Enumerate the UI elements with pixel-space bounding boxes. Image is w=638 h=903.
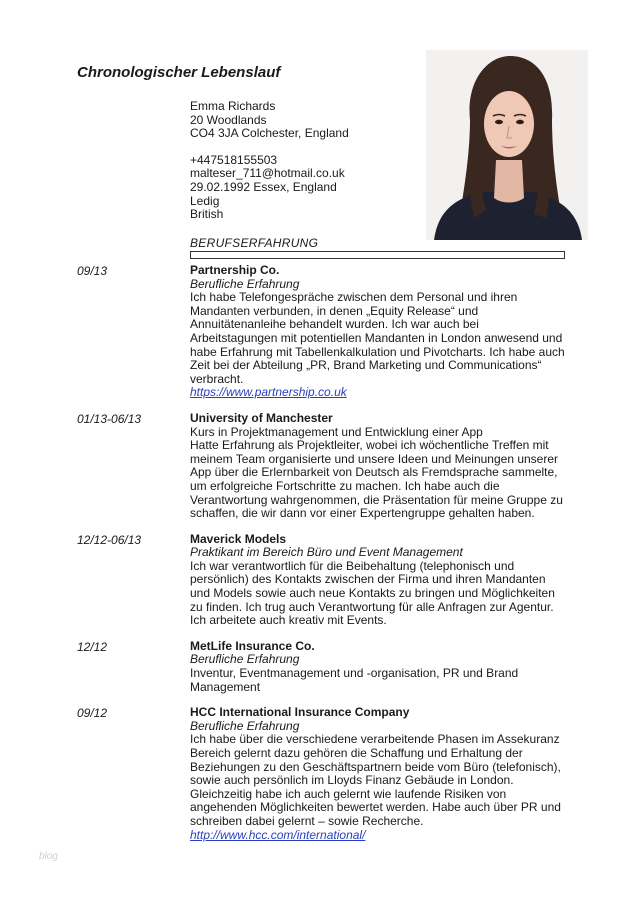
entry-company: HCC International Insurance Company: [190, 705, 410, 720]
profile-photo: [426, 50, 588, 240]
entry-company: MetLife Insurance Co.: [190, 638, 315, 653]
entry-role: Kurs in Projektmanagement und Entwicklung einer App: [190, 424, 483, 439]
contact-status: Ledig: [190, 193, 220, 208]
contact-nationality: British: [190, 207, 224, 222]
list-item: [0, 533, 638, 628]
contact-name: Emma Richards: [190, 99, 276, 113]
entry-description: Ich war verantwortlich für die Beibehaltung (telephonisch und persönlich) des Kontakts zwischen der Firma und ihren Mandanten und Models sowie auch neue Kontakts zu bringen und Möglichkeiten zu finden. Ich trug auch Verantwortung für alle Anfragen zur Agentur. Ich arbeitete auch kreativ mit Events.: [190, 558, 555, 628]
entry-link[interactable]: http://www.hcc.com/international/: [190, 827, 366, 842]
portrait-illustration: [426, 50, 588, 240]
entry-date: 12/12-06/13: [77, 532, 142, 547]
entry-role: Berufliche Erfahrung: [190, 718, 300, 733]
watermark-text: blog: [39, 851, 58, 862]
experience-list: [0, 264, 638, 854]
contact-birth: 29.02.1992 Essex, England: [190, 179, 337, 194]
contact-email: malteser_711@hotmail.co.uk: [190, 166, 345, 181]
contact-block: [190, 100, 420, 222]
entry-date: 09/12: [77, 706, 108, 721]
list-item: [0, 640, 638, 694]
entry-description: Ich habe Telefongespräche zwischen dem Personal und ihren Mandanten verbunden, in denen „Equity Release“ und Annuitätenanleihe behandelt wurden. Ich war auch bei Arbeitstagungen mit potentiellen Mandanten in London anwesend und habe Erfahrung mit Tabellenkalkulation und Pivotcharts. Ich habe auch Zeit bei der Abteilung „PR, Brand Marketing und Communications“ verbracht.: [190, 290, 565, 386]
entry-date: 12/12: [77, 639, 108, 654]
entry-description: Inventur, Eventmanagement und -organisation, PR und Brand Management: [190, 666, 519, 694]
entry-role: Praktikant im Bereich Büro und Event Management: [190, 545, 463, 560]
section-divider: [190, 251, 565, 259]
entry-date: 01/13-06/13: [77, 411, 142, 426]
list-item: [0, 412, 638, 521]
entry-role: Berufliche Erfahrung: [190, 652, 300, 667]
contact-city: CO4 3JA Colchester, England: [190, 126, 349, 141]
contact-phone: +447518155503: [190, 152, 278, 167]
entry-link[interactable]: https://www.partnership.co.uk: [190, 385, 347, 400]
entry-company: Partnership Co.: [190, 263, 280, 277]
entry-description: Hatte Erfahrung als Projektleiter, wobei ich wöchentliche Treffen mit meinem Team organisierte und unsere Ideen und Meinungen unserer App über die Erlernbarkeit von Deutsch als Fremdsprache sammelte, um erfolgreiche Fortschritte zu machen. Ich habe auch die Verantwortung wahrgenommen, die Präsentation für meine Gruppe zu schaffen, die wir dann vor einer Expertengruppe gehalten haben.: [190, 438, 563, 521]
entry-description: Ich habe über die verschiedene verarbeitende Phasen im Assekuranz Bereich gelernt dazu gehören die Schaffung und Erhaltung der Beziehungen zu den Geschäftspartnern beide vom Büro (telefonisch), sowie auch persönlich im Lloyds Finanz Gebäude in London. Gleichzeitig habe ich auch gelernt wie laufende Risiken von angehenden Möglichkeiten bewertet werden. Habe auch über PR und schreiben dabei gelernt – sowie Recherche.: [190, 732, 561, 828]
list-item: [0, 706, 638, 842]
entry-role: Berufliche Erfahrung: [190, 276, 300, 291]
section-heading-experience: BERUFSERFAHRUNG: [190, 236, 319, 250]
document-title: Chronologischer Lebenslauf: [77, 64, 281, 81]
contact-street: 20 Woodlands: [190, 112, 267, 127]
entry-company: University of Manchester: [190, 410, 333, 425]
entry-company: Maverick Models: [190, 531, 287, 546]
entry-date: 09/13: [77, 264, 108, 278]
list-item: [0, 264, 638, 400]
